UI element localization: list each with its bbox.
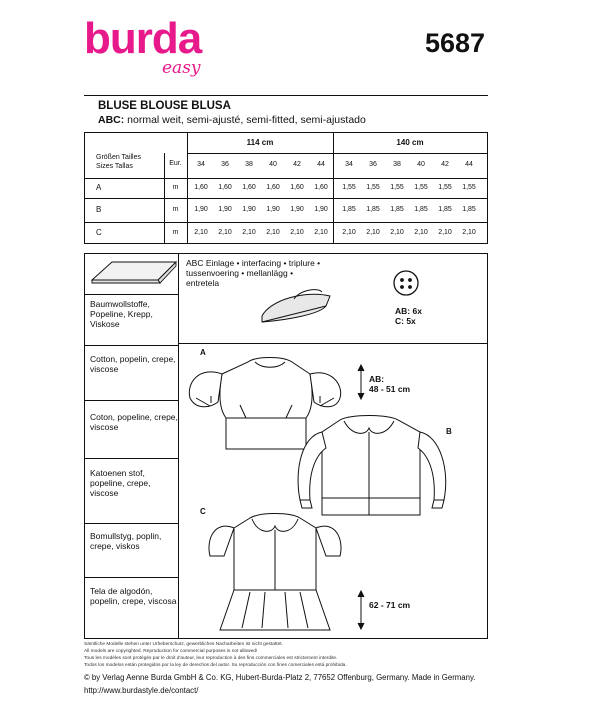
fabric-sv: Bomullstyg, poplin, crepe, viskos [90,531,162,551]
table-cell: 1,55 [414,184,428,191]
table-row-label: A [96,183,102,192]
table-cell: 1,85 [342,206,356,213]
view-c-label: C [200,507,206,516]
table-cell: 2,10 [342,229,356,236]
button-icon [394,271,418,295]
table-cell: 1,55 [390,184,404,191]
copyright-notice-en: All models are copyrighted. Reproduction for commercial purposes is not allowed! [84,649,258,654]
blouse-c-illustration [209,514,341,631]
fabric-bolt-illustration [92,262,176,283]
table-cell: 1,85 [390,206,404,213]
table-row-label: C [96,228,102,237]
table-cell: 1,85 [366,206,380,213]
table-cell: 1,55 [366,184,380,191]
unit-cell: m [172,206,179,213]
table-cell: 1,90 [266,206,280,213]
size-header-cell: 40 [269,161,277,168]
table-cell: 1,60 [290,184,304,191]
table-cell: 1,60 [314,184,328,191]
table-cell: 1,90 [314,206,328,213]
unit-cell: m [172,184,179,191]
publisher-line: © by Verlag Aenne Burda GmbH & Co. KG, Hubert-Burda-Platz 2, 77652 Offenburg, Germany. Made in Germany. [84,673,476,682]
pattern-number: 5687 [425,28,486,58]
table-cell: 1,85 [414,206,428,213]
length-arrow-ab [358,365,364,399]
table-cell: 1,60 [194,184,208,191]
table-cell: 2,10 [366,229,380,236]
table-cell: 2,10 [390,229,404,236]
table-cell: 2,10 [266,229,280,236]
fabric-de: Baumwollstoffe, Popeline, Krepp, Viskose [90,299,153,329]
table-cell: 2,10 [414,229,428,236]
table-cell: 1,55 [462,184,476,191]
copyright-notice-de: Sämtliche Modelle stehen unter Urheberschutz, gewerbliches Nacharbeiten ist nicht gestattet. [84,642,283,647]
fabric-nl: Katoenen stof, popeline, crepe, viscose [90,468,151,498]
table-group1-title: 114 cm [246,138,274,147]
table-cell: 2,10 [462,229,476,236]
interfacing-note: ABC Einlage • interfacing • triplure • tussenvoering • mellanlägg • entretela [186,258,321,288]
table-cell: 1,90 [218,206,232,213]
size-header-cell: 36 [369,161,377,168]
table-cell: 1,55 [438,184,452,191]
table-cell: 2,10 [242,229,256,236]
copyright-notice-fr: Tous les modèles sont protégés par le droit d'auteur, leur reproduction à des fins commerciales est strictement interdite. [84,656,338,661]
table-cell: 2,10 [438,229,452,236]
contact-link[interactable]: http://www.burdastyle.de/contact/ [84,686,199,695]
table-cell: 1,60 [266,184,280,191]
unit-cell: m [172,229,179,236]
copyright-notice-es: Todos los modelos están protegidos por la ley de derechos del autor. Su reproducción con fines comerciales está prohibida. [84,663,347,668]
size-header-cell: 38 [393,161,401,168]
table-cell: 1,55 [342,184,356,191]
fabric-en: Cotton, popelin, crepe, viscose [90,354,176,374]
iron-icon [262,290,330,322]
sizes-header-line2: Sizes Tallas [96,163,133,170]
sizes-header-line1: Größen Tailles [96,154,142,161]
table-row-label: B [96,205,102,214]
garment-title: BLUSE BLOUSE BLUSA [98,100,231,112]
size-header-cell: 34 [345,161,353,168]
table-cell: 1,85 [462,206,476,213]
table-cell: 1,90 [242,206,256,213]
size-header-cell: 34 [197,161,205,168]
eur-header: Eur. [169,160,182,167]
size-header-cell: 38 [245,161,253,168]
table-cell: 1,60 [218,184,232,191]
view-a-label: A [200,348,206,357]
blouse-b-illustration [298,416,446,516]
c-length: 62 - 71 cm [369,600,411,610]
size-header-cell: 42 [441,161,449,168]
table-cell: 2,10 [290,229,304,236]
size-header-cell: 44 [317,161,325,168]
table-cell: 2,10 [218,229,232,236]
fit-description: ABC: normal weit, semi-ajusté, semi-fitted, semi-ajustado [98,114,366,126]
ab-length: AB: 48 - 51 cm [369,374,411,394]
size-header-cell: 42 [293,161,301,168]
table-cell: 2,10 [314,229,328,236]
table-cell: 2,10 [194,229,208,236]
table-cell: 1,85 [438,206,452,213]
table-cell: 1,90 [194,206,208,213]
size-header-cell: 36 [221,161,229,168]
view-b-label: B [446,427,452,436]
fabric-fr: Coton, popeline, crepe, viscose [90,412,178,432]
size-header-cell: 40 [417,161,425,168]
button-count: AB: 6x C: 5x [395,306,422,326]
burda-logo: burda [84,14,202,63]
table-cell: 1,60 [242,184,256,191]
fabric-es: Tela de algodón, popelin, crepe, viscosa [90,586,177,606]
size-header-cell: 44 [465,161,473,168]
burda-easy-logo: easy [162,58,201,78]
table-cell: 1,90 [290,206,304,213]
length-arrow-c [358,591,364,629]
table-group2-title: 140 cm [396,138,424,147]
